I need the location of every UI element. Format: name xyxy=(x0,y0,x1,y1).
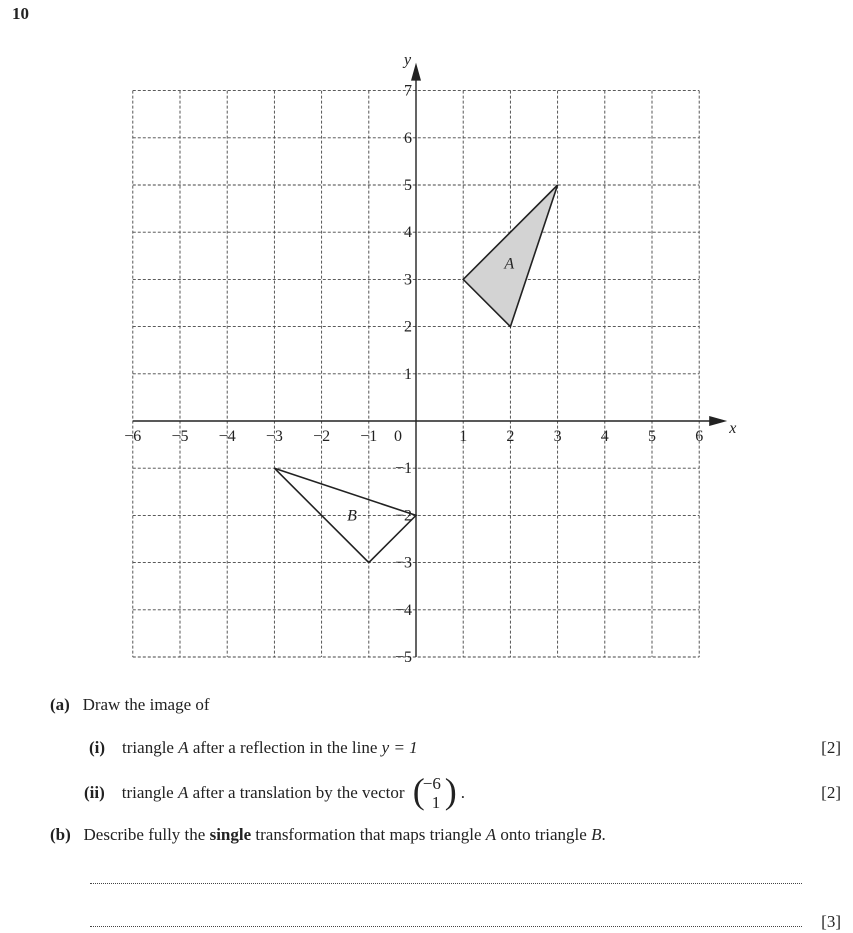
x-axis-arrow xyxy=(709,416,727,426)
triangle-label: B xyxy=(347,507,357,525)
part-a-ii-var: A xyxy=(177,782,189,802)
part-b-text4: . xyxy=(601,825,606,844)
part-b-text3: onto triangle xyxy=(496,825,592,844)
y-axis-label: y xyxy=(404,51,412,69)
x-tick-label: −2 xyxy=(313,428,331,445)
x-tick-label: 4 xyxy=(600,428,609,445)
part-a-i-text1: triangle xyxy=(122,738,179,757)
part-a-ii: (ii) triangle A after a translation by the vector ( −6 1 ) . xyxy=(84,771,466,812)
part-a-i-text2: after a reflection in the line xyxy=(188,738,382,757)
y-tick-label: 1 xyxy=(404,365,412,383)
y-tick-label: 5 xyxy=(404,177,412,194)
y-tick-label: −5 xyxy=(394,649,412,666)
y-tick-label: 3 xyxy=(404,271,412,289)
triangle-label: A xyxy=(504,255,515,273)
part-b-var-b: B xyxy=(591,825,602,844)
x-tick-label: −6 xyxy=(124,428,142,445)
part-a-i-label: (i) xyxy=(89,738,106,757)
part-a-prompt xyxy=(50,695,210,715)
y-tick-label: 7 xyxy=(404,82,412,100)
answer-line-2[interactable] xyxy=(90,925,802,927)
vector-top: −6 xyxy=(422,774,441,793)
part-a-i xyxy=(89,738,418,758)
part-a-ii-label: (ii) xyxy=(84,782,105,802)
part-a-i-marks: [2] xyxy=(821,738,841,757)
part-a-text: Draw the image of xyxy=(82,695,210,714)
y-tick-label: 6 xyxy=(404,129,412,147)
part-b-text1: Describe fully the xyxy=(83,825,210,844)
vector-bottom: 1 xyxy=(431,793,441,812)
x-tick-label: −5 xyxy=(171,428,189,445)
y-axis-arrow xyxy=(411,63,421,81)
part-b-label: (b) xyxy=(50,825,71,844)
x-tick-label: 0 xyxy=(394,428,402,445)
y-tick-label: 2 xyxy=(404,318,412,336)
x-tick-label: −3 xyxy=(265,428,283,445)
y-tick-label: −2 xyxy=(394,507,412,525)
x-tick-label: 6 xyxy=(695,428,704,445)
answer-line-1[interactable] xyxy=(90,882,802,884)
x-axis-label: x xyxy=(729,420,737,437)
y-tick-label: −1 xyxy=(394,460,412,478)
part-a-label: (a) xyxy=(50,695,70,714)
part-a-ii-text2: after a translation by the vector xyxy=(188,782,409,802)
y-tick-label: 4 xyxy=(404,224,412,242)
y-tick-label: −3 xyxy=(394,554,412,572)
translation-vector: ( −6 1 ) xyxy=(412,771,457,812)
part-b-marks: [3] xyxy=(821,912,841,931)
part-a-ii-marks: [2] xyxy=(821,783,841,802)
part-a-i-var: A xyxy=(178,738,189,757)
part-b-bold: single xyxy=(209,825,252,844)
part-b-prompt xyxy=(50,825,606,845)
part-b-var-a: A xyxy=(485,825,497,844)
x-tick-label: 3 xyxy=(553,428,562,445)
part-b-text2: transformation that maps triangle xyxy=(251,825,486,844)
part-a-ii-text1: triangle xyxy=(121,782,178,802)
question-number: 10 xyxy=(12,4,29,23)
part-a-i-equation: y = 1 xyxy=(381,738,418,757)
y-tick-label: −4 xyxy=(394,601,412,619)
x-tick-label: 5 xyxy=(648,428,656,445)
x-tick-label: 1 xyxy=(459,428,468,445)
x-tick-label: −4 xyxy=(218,428,236,445)
x-tick-label: −1 xyxy=(360,428,378,445)
x-tick-label: 2 xyxy=(506,428,515,445)
